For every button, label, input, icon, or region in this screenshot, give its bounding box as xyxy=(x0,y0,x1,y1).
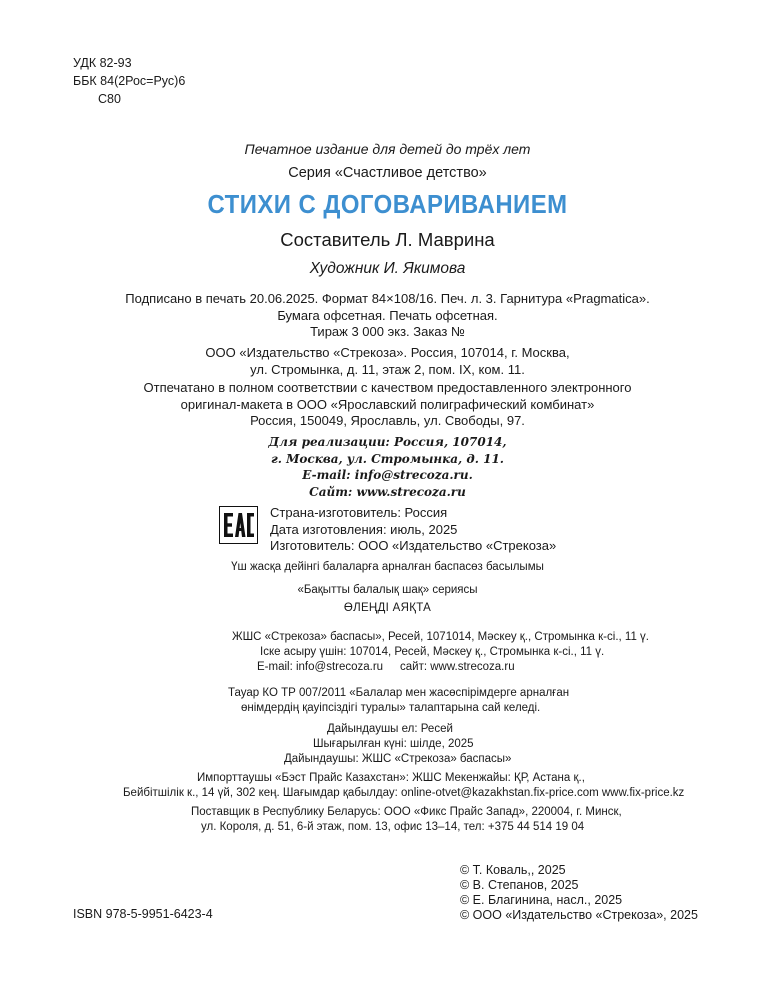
eac-certification-icon xyxy=(219,506,258,544)
bbk-code: ББК 84(2Рос=Рус)6 xyxy=(73,74,186,88)
artist: Художник И. Якимова xyxy=(309,260,466,277)
copyright-line: © В. Степанов, 2025 xyxy=(460,878,579,892)
imprint-line: Подписано в печать 20.06.2025. Формат 84×108/16. Печ. л. 3. Гарнитура «Pragmatica». xyxy=(125,291,650,306)
manufacturer-country: Страна-изготовитель: Россия xyxy=(270,505,448,520)
belarus-supplier: Поставщик в Республику Беларусь: ООО «Фикс Прайс Запад», 220004, г. Минск, xyxy=(191,806,622,818)
kz-series: «Бақытты балалық шақ» сериясы xyxy=(297,584,478,596)
printer-info: Отпечатано в полном соответствии с качеством предоставленного электронного xyxy=(143,380,632,395)
publisher-address: ООО «Издательство «Стрекоза». Россия, 107014, г. Москва, xyxy=(205,345,570,360)
copyright-line: © ООО «Издательство «Стрекоза», 2025 xyxy=(460,908,698,922)
page-title: СТИХИ С ДОГОВАРИВАНИЕМ xyxy=(207,189,568,219)
kz-manufacturer-name: Дайындаушы: ЖШС «Стрекоза» баспасы» xyxy=(284,753,512,765)
kz-importer: Бейбітшілік к., 14 үй, 302 кең. Шағымдар қабылдау: online-otvet@kazakhstan.fix-price.com www.fix-price.kz xyxy=(123,787,685,799)
udk-code: УДК 82-93 xyxy=(73,56,132,70)
kz-publisher: Іске асыру үшін: 107014, Ресей, Мәскеу қ., Стромынка к-сі., 11 ү. xyxy=(260,646,605,658)
kz-publisher: ЖШС «Стрекоза» баспасы», Ресей, 1071014, Мәскеу қ., Стромынка к-сі., 11 ү. xyxy=(232,631,649,643)
kz-manufacturer-country: Дайындаушы ел: Ресей xyxy=(327,723,453,735)
kz-site: сайт: www.strecoza.ru xyxy=(400,661,515,673)
manufacturer-name: Изготовитель: ООО «Издательство «Стрекоза» xyxy=(270,538,557,553)
sales-email: E-mail: info@strecoza.ru. xyxy=(302,468,473,482)
kz-age-note: Үш жасқа дейінгі балаларға арналған баспасөз басылымы xyxy=(231,561,544,573)
publisher-address: ул. Стромынка, д. 11, этаж 2, пом. IX, ком. 11. xyxy=(250,361,525,377)
series-label: Серия «Счастливое детство» xyxy=(288,165,487,181)
kz-conformity: өнімдердің қауіпсіздігі туралы» талаптарына сай келеді. xyxy=(241,702,541,714)
sales-info: Для реализации: Россия, 107014, xyxy=(268,435,507,449)
imprint-line: Тираж 3 000 экз. Заказ № xyxy=(310,324,465,339)
author-mark: С80 xyxy=(98,92,121,106)
kz-conformity: Тауар КО ТР 007/2011 «Балалар мен жасөспірімдерге арналған xyxy=(228,687,570,699)
manufacturer-date: Дата изготовления: июль, 2025 xyxy=(270,521,458,537)
belarus-supplier: ул. Короля, д. 51, 6-й этаж, пом. 13, офис 13–14, тел: +375 44 514 19 04 xyxy=(201,821,585,833)
sales-info: г. Москва, ул. Стромынка, д. 11. xyxy=(271,451,504,466)
isbn: ISBN 978-5-9951-6423-4 xyxy=(73,907,213,921)
printer-info: Россия, 150049, Ярославль, ул. Свободы, 97. xyxy=(250,413,525,428)
age-note: Печатное издание для детей до трёх лет xyxy=(244,141,531,157)
printer-info: оригинал-макета в ООО «Ярославский полиграфический комбинат» xyxy=(180,396,595,412)
sales-site: Сайт: www.strecoza.ru xyxy=(309,484,466,499)
copyright-line: © Т. Коваль,, 2025 xyxy=(460,863,566,877)
compiler: Составитель Л. Маврина xyxy=(280,229,495,250)
kz-email: E-mail: info@strecoza.ru xyxy=(257,661,384,673)
kz-manufacturer-date: Шығарылған күні: шілде, 2025 xyxy=(313,738,474,750)
copyright-line: © Е. Благинина, насл., 2025 xyxy=(460,893,623,907)
imprint-line: Бумага офсетная. Печать офсетная. xyxy=(277,307,498,323)
kz-importer: Импорттаушы «Бэст Прайс Казахстан»: ЖШС Мекенжайы: ҚР, Астана қ., xyxy=(197,772,585,784)
kz-title: ӨЛЕҢДІ АЯҚТА xyxy=(343,602,432,614)
